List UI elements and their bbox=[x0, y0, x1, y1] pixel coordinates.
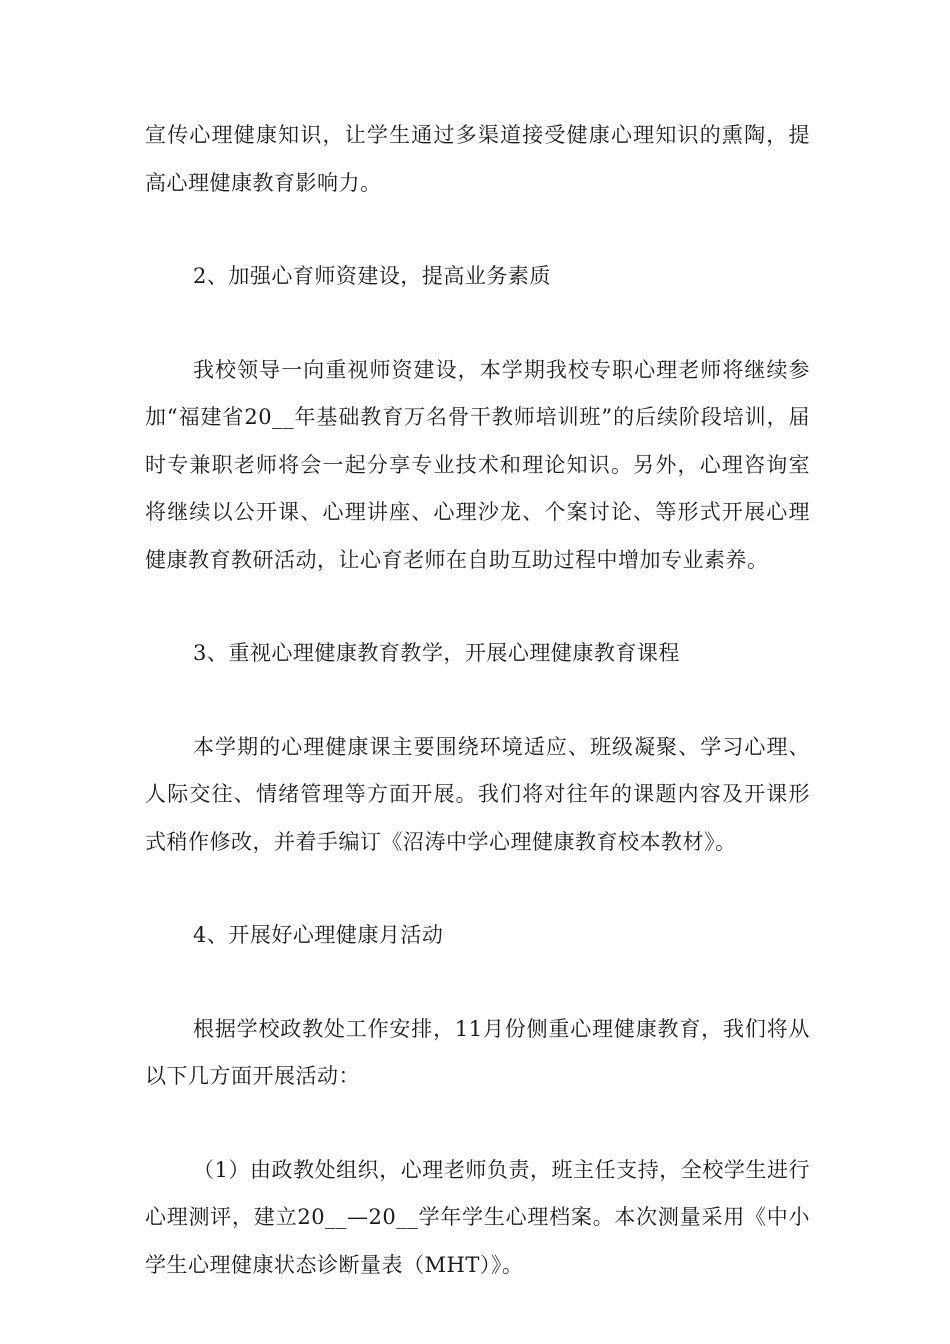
section-heading-2: 2、加强心育师资建设，提高业务素质 bbox=[193, 264, 551, 288]
section-heading-3: 3、重视心理健康教育教学，开展心理健康教育课程 bbox=[193, 641, 680, 665]
paragraph-gap bbox=[145, 301, 810, 347]
paragraph-gap bbox=[145, 207, 810, 253]
paragraph-gap bbox=[145, 960, 810, 1006]
paragraph-gap bbox=[145, 678, 810, 724]
paragraph-item-1: （1）由政教处组织，心理老师负责，班主任支持，全校学生进行心理测评，建立20__—20__学年学生心理档案。本次测量采用《中小学生心理健康状态诊断量表（MHT）》。 bbox=[145, 1157, 810, 1277]
document-body bbox=[145, 112, 810, 1289]
paragraph-gap bbox=[145, 1101, 810, 1147]
paragraph-gap bbox=[145, 584, 810, 630]
paragraph-curriculum: 本学期的心理健康课主要围绕环境适应、班级凝聚、学习心理、人际交往、情绪管理等方面开展。我们将对往年的课题内容及开课形式稍作修改，并着手编订《沼涛中学心理健康教育校本教材》。 bbox=[145, 734, 810, 854]
section-heading-4: 4、开展好心理健康月活动 bbox=[193, 923, 444, 947]
paragraph-teacher-training: 我校领导一向重视师资建设，本学期我校专职心理老师将继续参加“福建省20__年基础教育万名骨干教师培训班”的后续阶段培训，届时专兼职老师将会一起分享专业技术和理论知识。另外，心理咨询室将继续以公开课、心理讲座、心理沙龙、个案讨论、等形式开展心理健康教育教研活动，让心育老师在自助互助过程中增加专业素养。 bbox=[145, 357, 810, 572]
paragraph-month-activities: 根据学校政教处工作安排，11月份侧重心理健康教育，我们将从以下几方面开展活动： bbox=[145, 1016, 810, 1088]
paragraph-gap bbox=[145, 866, 810, 912]
paragraph-continued: 宣传心理健康知识，让学生通过多渠道接受健康心理知识的熏陶，提高心理健康教育影响力。 bbox=[145, 123, 810, 195]
